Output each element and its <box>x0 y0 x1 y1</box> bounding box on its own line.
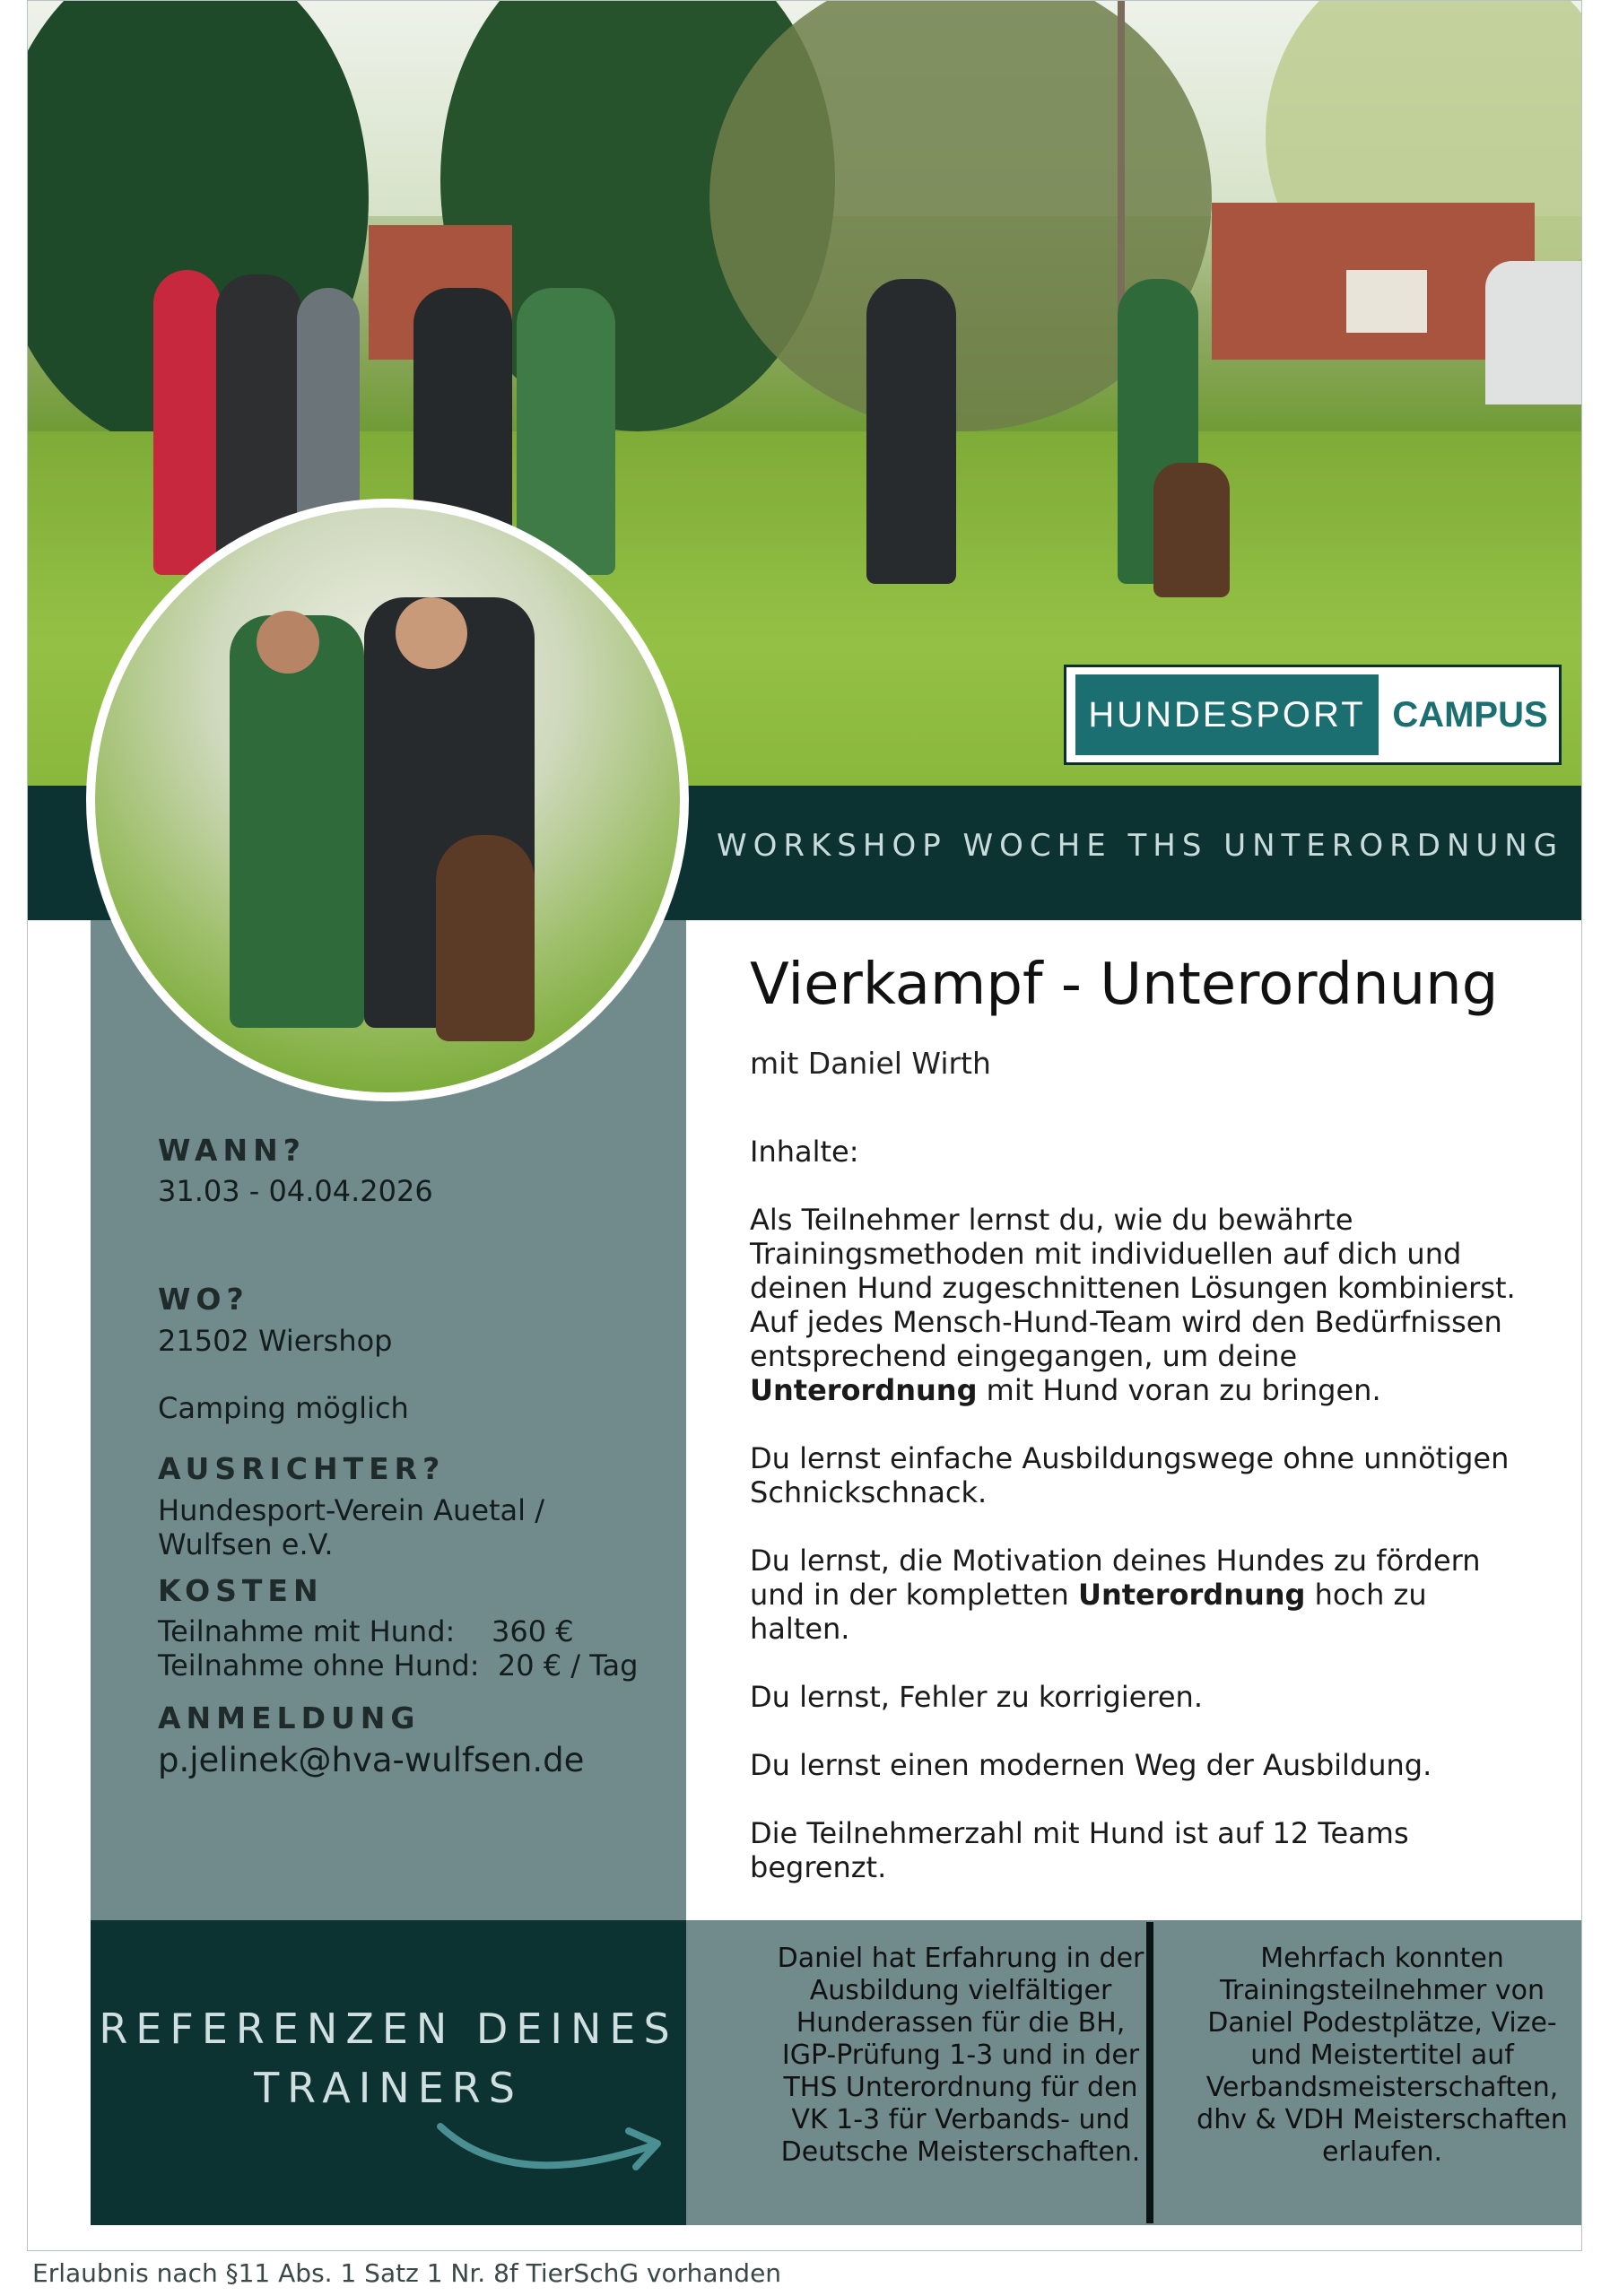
when-value: 31.03 - 04.04.2026 <box>158 1174 433 1208</box>
content-paragraph-3: Du lernst, die Motivation deines Hundes zu fördern und in der kompletten Unterordnung hoch zu halten. <box>750 1544 1481 1646</box>
trainer-subtitle: mit Daniel Wirth <box>750 1046 991 1081</box>
camping-note: Camping möglich <box>158 1391 409 1425</box>
page-title: Vierkampf - Unterordnung <box>750 952 1499 1018</box>
reference-box-experience: Daniel hat Erfahrung in der Ausbildung vielfältiger Hunderassen für die BH, IGP-Prüfung 1-3 und in der THS Unterordnung für den VK 1-3 für Verbands- und Deutsche Meisterschaften. <box>777 1943 1144 2168</box>
content-paragraph-4: Du lernst, Fehler zu korrigieren. <box>750 1680 1203 1714</box>
host-label: AUSRICHTER? <box>158 1451 446 1486</box>
when-label: WANN? <box>158 1133 306 1168</box>
flyer-page <box>27 0 1582 2251</box>
logo-campus-text: CAMPUS <box>1392 694 1548 735</box>
content-paragraph-2: Du lernst einfache Ausbildungswege ohne unnötigen Schnickschnack. <box>750 1441 1510 1509</box>
workshop-banner-title: WORKSHOP WOCHE THS UNTERORDNUNG <box>717 828 1564 864</box>
cost-with-dog: Teilnahme mit Hund: 360 € <box>158 1614 574 1648</box>
host-line-1: Hundesport-Verein Auetal / <box>158 1493 544 1527</box>
hundesport-campus-logo <box>1064 665 1562 765</box>
where-label: WO? <box>158 1282 249 1317</box>
legal-footer: Erlaubnis nach §11 Abs. 1 Satz 1 Nr. 8f TierSchG vorhanden <box>32 2258 782 2288</box>
reference-box-achievements: Mehrfach konnten Trainingsteilnehmer von Daniel Podestplätze, Vize- und Meistertitel auf Verbandsmeisterschaften, dhv & VDH Meisterschaften erlaufen. <box>1197 1943 1568 2168</box>
references-heading: REFERENZEN DEINES TRAINERS <box>99 2005 678 2112</box>
content-paragraph-1: Als Teilnehmer lernst du, wie du bewährte Trainingsmethoden mit individuellen auf dich und deinen Hund zugeschnittenen Lösungen kombinierst. Auf jedes Mensch-Hund-Team wird den Bedürfnissen entsprechend eingegangen, um deine Unterordnung mit Hund voran zu bringen. <box>750 1203 1516 1407</box>
signup-label: ANMELDUNG <box>158 1700 421 1735</box>
curved-arrow-icon <box>405 2113 674 2194</box>
where-value: 21502 Wiershop <box>158 1324 393 1358</box>
content-paragraph-6: Die Teilnehmerzahl mit Hund ist auf 12 Teams begrenzt. <box>750 1816 1409 1884</box>
host-line-2: Wulfsen e.V. <box>158 1527 334 1561</box>
trainer-photo <box>86 499 689 1101</box>
content-paragraph-5: Du lernst einen modernen Weg der Ausbildung. <box>750 1748 1432 1782</box>
cost-label: KOSTEN <box>158 1573 324 1608</box>
content-heading: Inhalte: <box>750 1135 859 1169</box>
cost-without-dog: Teilnahme ohne Hund: 20 € / Tag <box>158 1648 639 1683</box>
logo-hundesport-text: HUNDESPORT <box>1075 674 1379 755</box>
signup-email-link[interactable]: p.jelinek@hva-wulfsen.de <box>158 1741 585 1779</box>
